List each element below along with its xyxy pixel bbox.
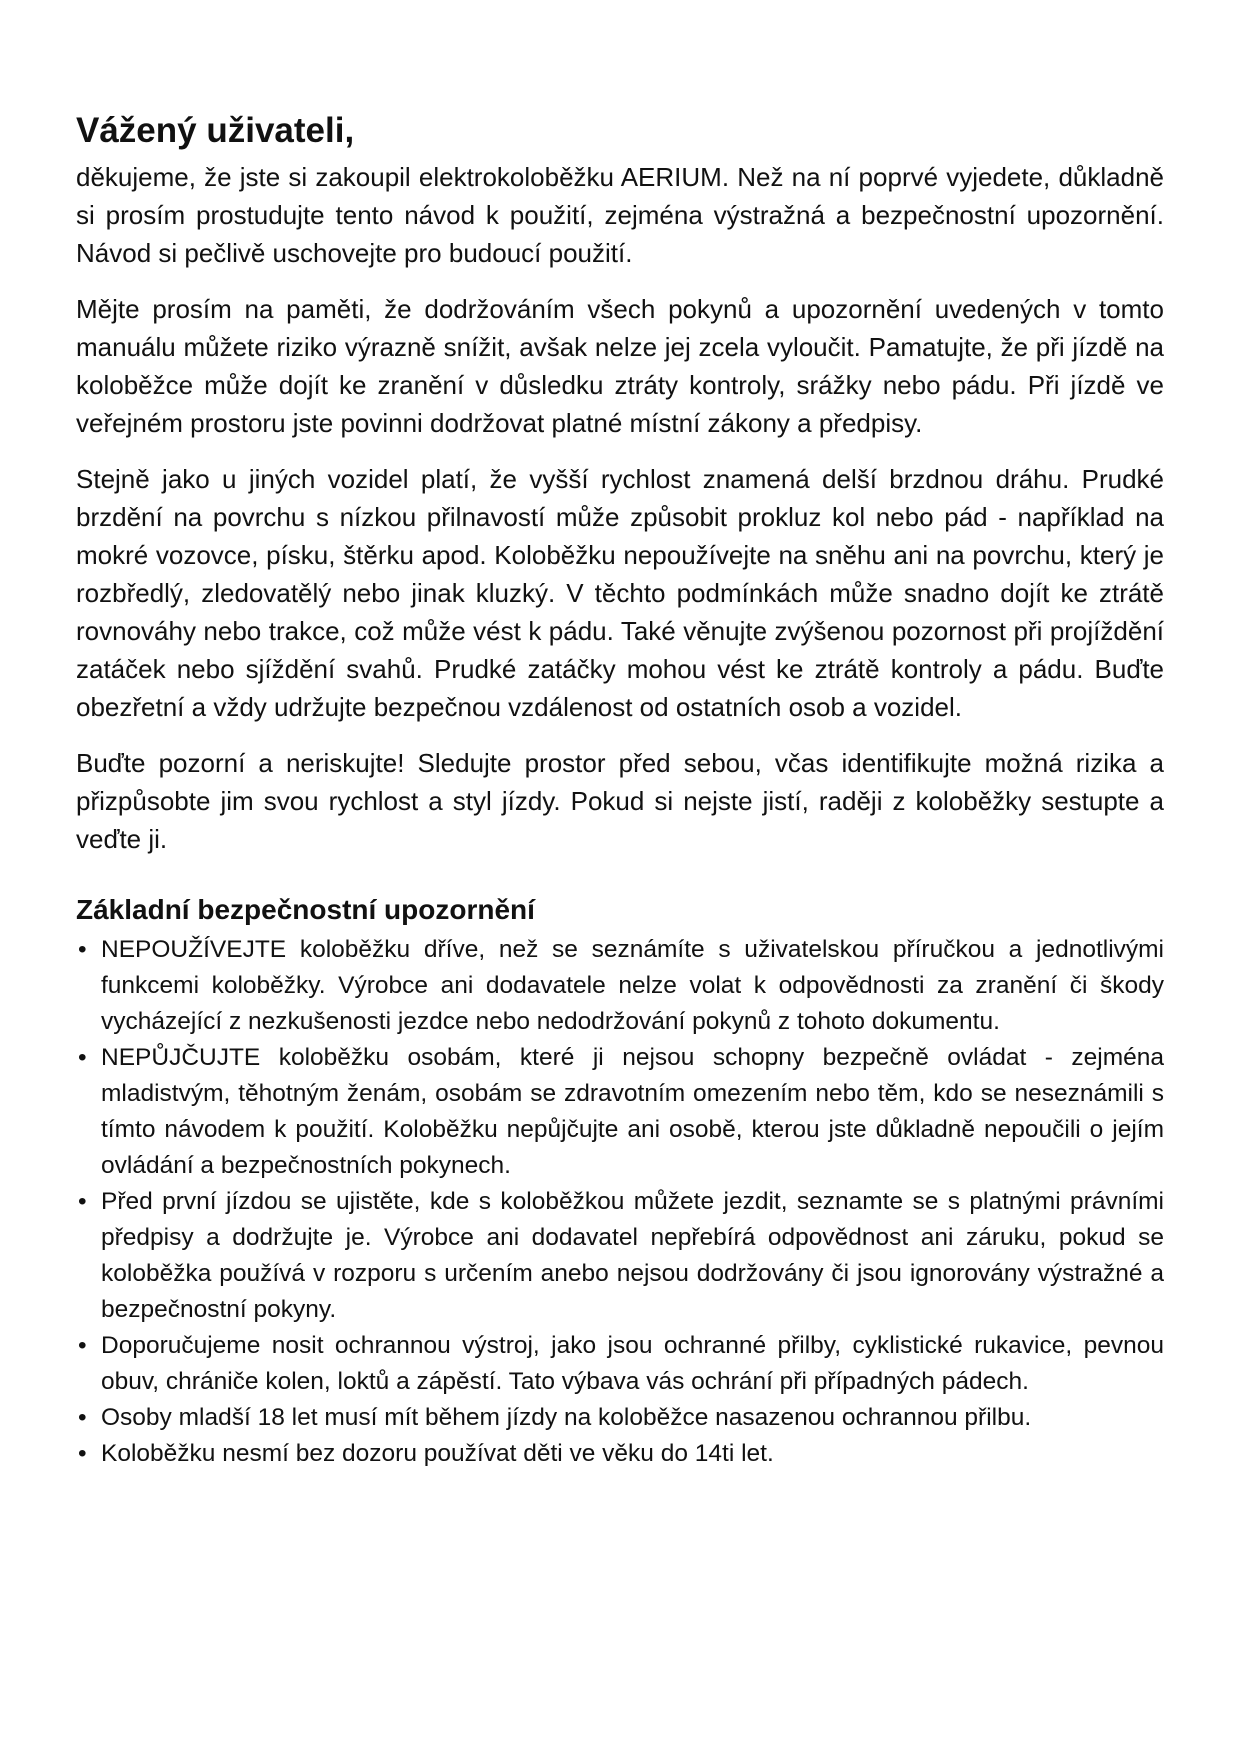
bullet-icon: • xyxy=(78,1188,87,1215)
safety-item xyxy=(76,1400,1164,1436)
bullet-icon: • xyxy=(78,1332,87,1359)
safety-item-text: Koloběžku nesmí bez dozoru používat děti ve věku do 14ti let. xyxy=(101,1440,774,1467)
safety-item xyxy=(76,1184,1164,1328)
safety-item-text: Doporučujeme nosit ochrannou výstroj, jako jsou ochranné přilby, cyklistické rukavice, pevnou obuv, chrániče kolen, loktů a zápěstí. Tato výbava vás ochrání při případných pádech. xyxy=(101,1332,1164,1395)
braking-paragraph: Stejně jako u jiných vozidel platí, že vyšší rychlost znamená delší brzdnou dráhu. Prudké brzdění na povrchu s nízkou přilnavostí může způsobit prokluz kol nebo pád - například na mokré vozovce, písku, štěrku apod. Koloběžku nepoužívejte na sněhu ani na povrchu, který je rozbředlý, zledovatělý nebo jinak kluzký. V těchto podmínkách může snadno dojít ke ztrátě rovnováhy nebo trakce, což může vést k pádu. Také věnujte zvýšenou pozornost při projíždění zatáček nebo sjíždění svahů. Prudké zatáčky mohou vést ke ztrátě kontroly a pádu. Buďte obezřetní a vždy udržujte bezpečnou vzdálenost od ostatních osob a vozidel. xyxy=(76,464,1164,722)
bullet-icon: • xyxy=(78,936,87,963)
safety-item-text: NEPŮJČUJTE koloběžku osobám, které ji nejsou schopny bezpečně ovládat - zejména mladistvým, těhotným ženám, osobám se zdravotním omezením nebo těm, kdo se neseznámili s tímto návodem k použití. Koloběžku nepůjčujte ani osobě, kterou jste důkladně nepoučili o jejím ovládání a bezpečnostních pokynech. xyxy=(101,1044,1164,1179)
safety-item xyxy=(76,1040,1164,1184)
safety-item xyxy=(76,932,1164,1040)
safety-item xyxy=(76,1436,1164,1472)
safety-item xyxy=(76,1328,1164,1400)
safety-item-text: Osoby mladší 18 let musí mít během jízdy na koloběžce nasazenou ochrannou přilbu. xyxy=(101,1404,1032,1431)
risk-paragraph: Mějte prosím na paměti, že dodržováním všech pokynů a upozornění uvedených v tomto manuálu můžete riziko výrazně snížit, avšak nelze jej zcela vyloučit. Pamatujte, že při jízdě na koloběžce může dojít ke zranění v důsledku ztráty kontroly, srážky nebo pádu. Při jízdě ve veřejném prostoru jste povinni dodržovat platné místní zákony a předpisy. xyxy=(76,294,1164,438)
bullet-icon: • xyxy=(78,1404,87,1431)
intro-paragraph: děkujeme, že jste si zakoupil elektrokoloběžku AERIUM. Než na ní poprvé vyjedete, důkladně si prosím prostudujte tento návod k použití, zejména výstražná a bezpečnostní upozornění. Návod si pečlivě uschovejte pro budoucí použití. xyxy=(76,162,1164,268)
safety-list xyxy=(76,932,1164,1472)
safety-item-text: Před první jízdou se ujistěte, kde s koloběžkou můžete jezdit, seznamte se s platnými právními předpisy a dodržujte je. Výrobce ani dodavatel nepřebírá odpovědnost ani záruku, pokud se koloběžka používá v rozporu s určením anebo nejsou dodržovány či jsou ignorovány výstražné a bezpečnostní pokyny. xyxy=(101,1188,1164,1323)
safety-item-text: NEPOUŽÍVEJTE koloběžku dříve, než se seznámíte s uživatelskou příručkou a jednotlivými funkcemi koloběžky. Výrobce ani dodavatele nelze volat k odpovědnosti za zranění či škody vycházející z nezkušenosti jezdce nebo nedodržování pokynů z tohoto dokumentu. xyxy=(101,936,1164,1035)
bullet-icon: • xyxy=(78,1440,87,1467)
greeting-heading: Vážený uživateli, xyxy=(76,111,355,150)
bullet-icon: • xyxy=(78,1044,87,1071)
caution-paragraph: Buďte pozorní a neriskujte! Sledujte prostor před sebou, včas identifikujte možná rizika a přizpůsobte jim svou rychlost a styl jízdy. Pokud si nejste jistí, raději z koloběžky sestupte a veďte ji. xyxy=(76,748,1164,854)
safety-section-title: Základní bezpečnostní upozornění xyxy=(76,894,535,925)
